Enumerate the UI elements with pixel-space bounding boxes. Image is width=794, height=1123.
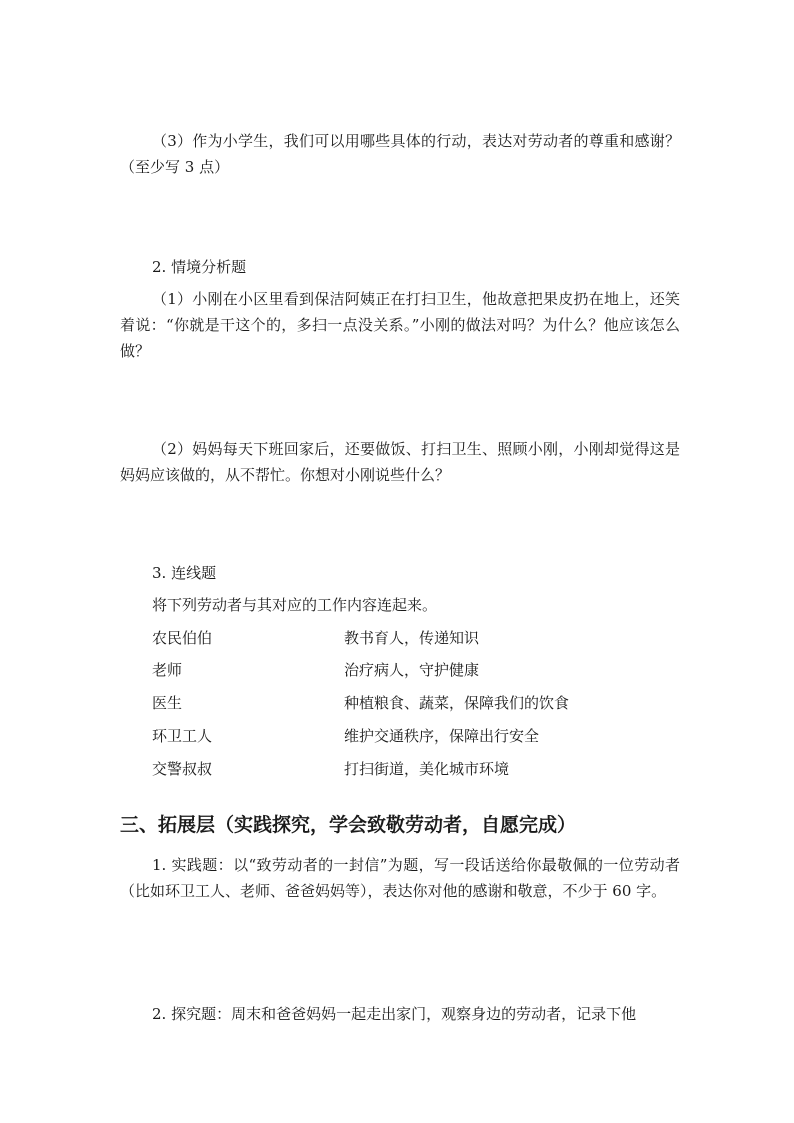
question-3-instruction: 将下列劳动者与其对应的工作内容连起来。	[152, 596, 438, 614]
question-3-title: 3. 连线题	[152, 564, 217, 582]
question-2-part-2: （2）妈妈每天下班回家后，还要做饭、打扫卫生、照顾小刚，小刚却觉得这是妈妈应该做的，从不帮忙。你想对小刚说些什么？	[120, 440, 680, 484]
worker-item: 老师	[152, 661, 183, 679]
question-2-part-1: （1）小刚在小区里看到保洁阿姨正在打扫卫生，他故意把果皮扔在地上，还笑着说：“你就是干这个的，多扫一点没关系。”小刚的做法对吗？为什么？他应该怎么做？	[120, 290, 680, 360]
section-3-item-2: 2. 探究题：周末和爸爸妈妈一起走出家门，观察身边的劳动者，记录下他	[152, 1005, 637, 1023]
duty-item: 治疗病人，守护健康	[344, 661, 480, 679]
duty-item: 维护交通秩序，保障出行安全	[344, 727, 540, 745]
worker-item: 交警叔叔	[152, 760, 213, 778]
worker-item: 农民伯伯	[152, 629, 213, 647]
duty-item: 打扫街道，美化城市环境	[344, 760, 510, 778]
worker-item: 环卫工人	[152, 727, 213, 745]
section-3-heading: 三、拓展层（实践探究，学会致敬劳动者，自愿完成）	[120, 814, 577, 836]
duty-item: 教书育人，传递知识	[344, 629, 480, 647]
duty-item: 种植粮食、蔬菜，保障我们的饮食	[344, 694, 570, 712]
section-3-item-1: 1. 实践题：以“致劳动者的一封信”为题，写一段话送给你最敬佩的一位劳动者（比如环卫工人、老师、爸爸妈妈等），表达你对他的感谢和敬意，不少于 60 字。	[120, 856, 680, 900]
question-1-part-3: （3）作为小学生，我们可以用哪些具体的行动，表达对劳动者的尊重和感谢？（至少写 3 点）	[120, 132, 680, 176]
question-2-title: 2. 情境分析题	[152, 258, 247, 276]
worker-item: 医生	[152, 694, 183, 712]
